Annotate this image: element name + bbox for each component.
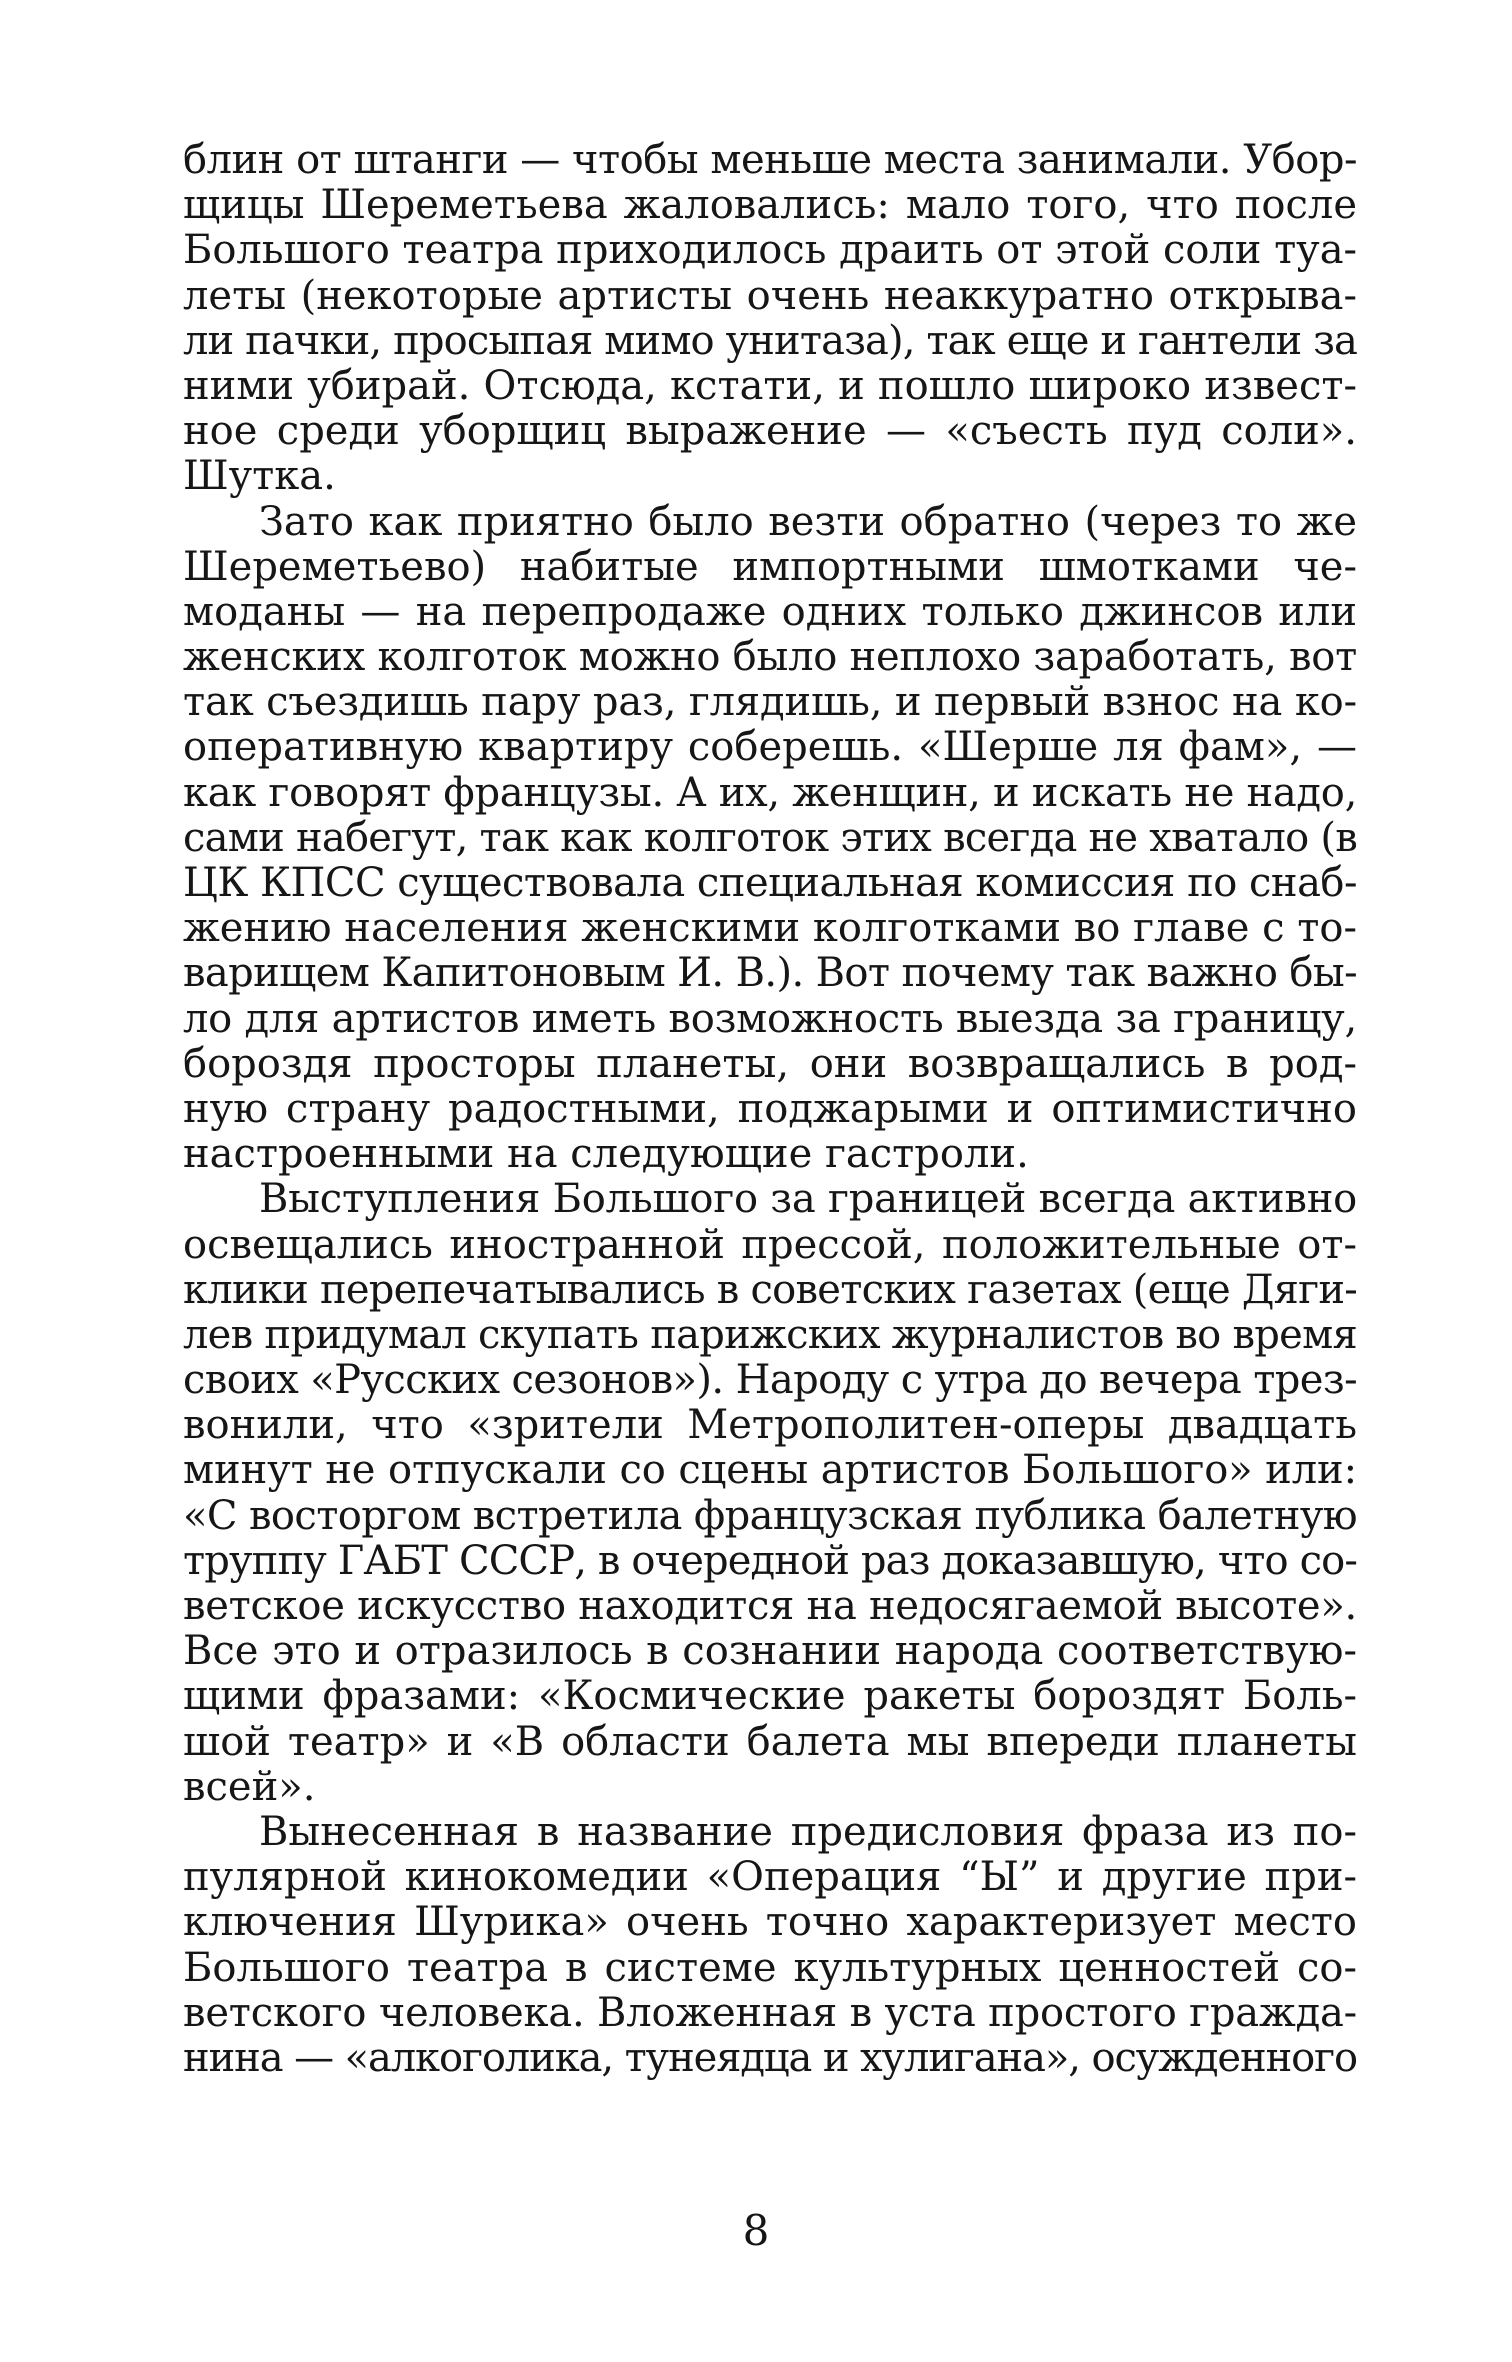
text-line: сами набегут, так как колготок этих всегда не хватало (в bbox=[183, 814, 1358, 861]
page-number: 8 bbox=[742, 2206, 770, 2255]
text-line: ветское искусство находится на недосягаемой высоте». bbox=[183, 1583, 1358, 1629]
text-line: леты (некоторые артисты очень неаккуратно открыва- bbox=[183, 272, 1357, 319]
paragraph bbox=[183, 138, 1357, 500]
text-line: моданы — на перепродаже одних только джинсов или bbox=[183, 588, 1357, 635]
text-line: щими фразами: «Космические ракеты бороздят Боль- bbox=[183, 1673, 1357, 1720]
text-line: Все это и отразилось в сознании народа соответствую- bbox=[183, 1628, 1357, 1675]
text-line: Шутка. bbox=[183, 453, 336, 500]
text-line: Большого театра в системе культурных ценностей со- bbox=[183, 1944, 1357, 1991]
text-line: варищем Капитоновым И. В.). Вот почему так важно бы- bbox=[183, 950, 1358, 997]
text-line: Вынесенная в название предисловия фраза из по- bbox=[259, 1808, 1357, 1855]
text-line: ную страну радостными, поджарыми и оптимистично bbox=[183, 1085, 1357, 1132]
body-text bbox=[183, 138, 1357, 2081]
paragraph bbox=[183, 1810, 1357, 2081]
text-line: ними убирай. Отсюда, кстати, и пошло широко извест- bbox=[183, 362, 1357, 409]
text-line: Зато как приятно было везти обратно (через то же bbox=[259, 498, 1357, 545]
text-line: всей». bbox=[183, 1763, 316, 1810]
text-line: ли пачки, просыпая мимо унитаза), так еще и гантели за bbox=[183, 317, 1357, 364]
text-line: пулярной кинокомедии «Операция “Ы” и другие при- bbox=[183, 1854, 1357, 1901]
text-line: ЦК КПСС существовала специальная комиссия по снаб- bbox=[183, 860, 1357, 906]
text-line: «С восторгом встретила французская публика балетную bbox=[183, 1492, 1357, 1539]
text-line: минут не отпускали со сцены артистов Большого» или: bbox=[183, 1447, 1357, 1494]
text-line: клики перепечатывались в советских газетах (еще Дяги- bbox=[183, 1266, 1357, 1313]
text-line: блин от штанги — чтобы меньше места занимали. Убор- bbox=[183, 137, 1357, 183]
text-line: Выступления Большого за границей всегда активно bbox=[259, 1176, 1358, 1223]
text-line: так съездишь пару раз, глядишь, и первый взнос на ко- bbox=[183, 679, 1357, 726]
text-line: освещались иностранной прессой, положительные от- bbox=[183, 1221, 1357, 1268]
text-line: ло для артистов иметь возможность выезда за границу, bbox=[183, 995, 1357, 1042]
text-line: Шереметьево) набитые импортными шмотками че- bbox=[183, 543, 1357, 590]
text-line: шой театр» и «В области балета мы впереди планеты bbox=[183, 1718, 1357, 1765]
text-line: ветского человека. Вложенная в уста простого гражда- bbox=[183, 1989, 1357, 2036]
text-line: труппу ГАБТ СССР, в очередной раз доказавшую, что со- bbox=[183, 1537, 1357, 1584]
text-line: как говорят французы. А их, женщин, и искать не надо, bbox=[183, 769, 1357, 816]
text-line: настроенными на следующие гастроли. bbox=[183, 1131, 1029, 1178]
text-line: ключения Шурика» очень точно характеризует место bbox=[183, 1899, 1357, 1946]
paragraph bbox=[183, 500, 1357, 1178]
text-line: лев придумал скупать парижских журналистов во время bbox=[183, 1311, 1357, 1358]
text-line: бороздя просторы планеты, они возвращались в род- bbox=[183, 1040, 1357, 1087]
text-line: жению населения женскими колготками во главе с то- bbox=[183, 905, 1358, 952]
text-line: женских колготок можно было неплохо заработать, вот bbox=[183, 634, 1357, 681]
text-line: своих «Русских сезонов»). Народу с утра до вечера трез- bbox=[183, 1357, 1357, 1404]
paragraph bbox=[183, 1177, 1357, 1810]
text-line: нина — «алкоголика, тунеядца и хулигана», осужденного bbox=[183, 2034, 1357, 2081]
text-line: ное среди уборщиц выражение — «съесть пуд соли». bbox=[183, 408, 1357, 455]
text-line: щицы Шереметьева жаловались: мало того, что после bbox=[183, 182, 1357, 229]
text-line: вонили, что «зрители Метрополитен-оперы двадцать bbox=[183, 1402, 1357, 1449]
text-line: Большого театра приходилось драить от этой соли туа- bbox=[183, 227, 1357, 274]
text-line: оперативную квартиру соберешь. «Шерше ля фам», — bbox=[183, 724, 1357, 771]
